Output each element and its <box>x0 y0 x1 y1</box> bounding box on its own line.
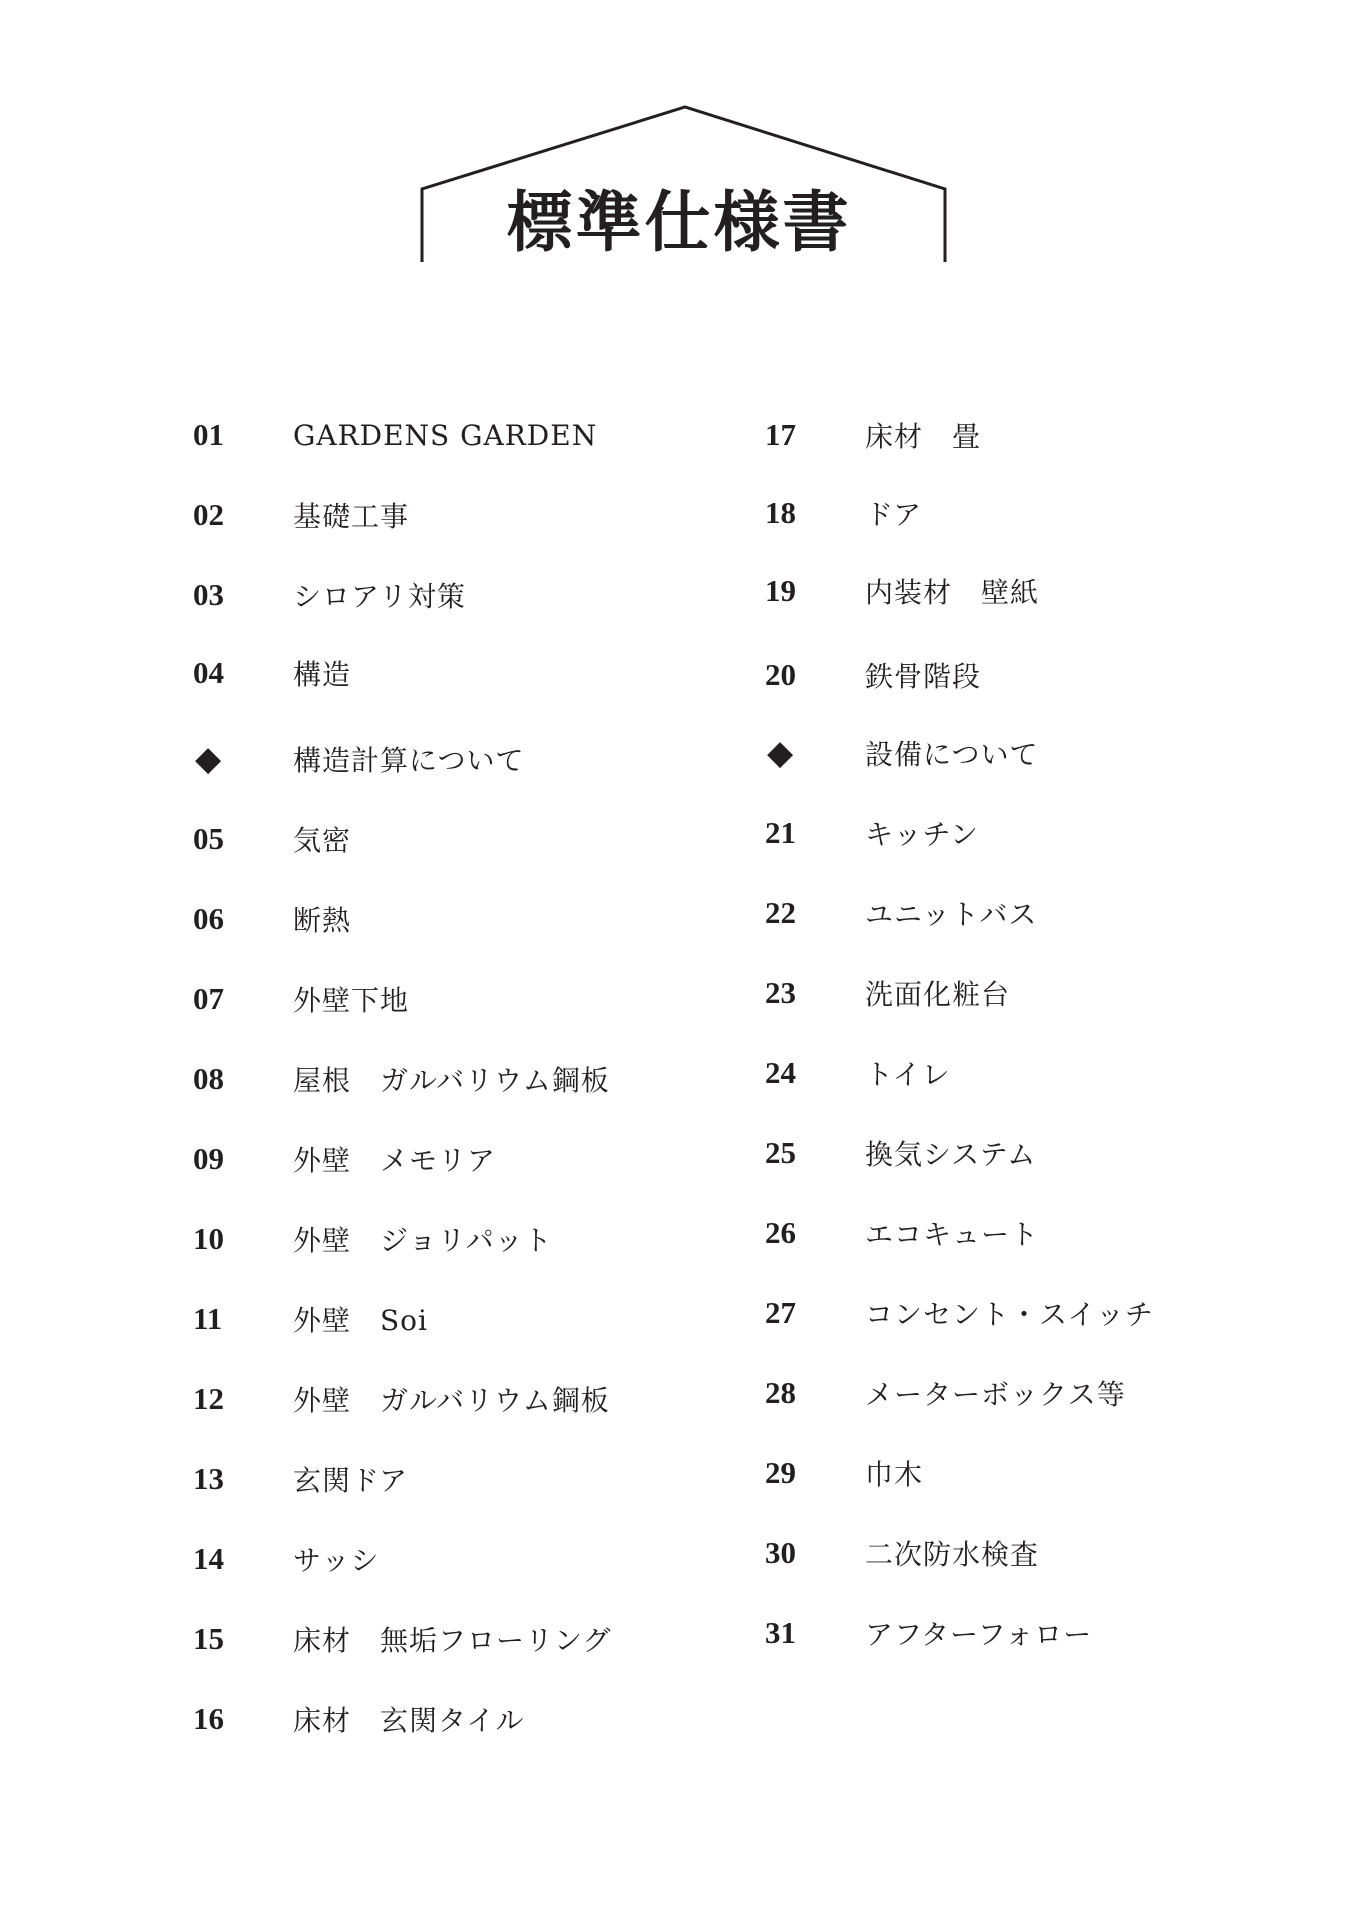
toc-item-number: 14 <box>193 1541 224 1576</box>
toc-item-label: エコキュート <box>865 1218 1040 1251</box>
toc-item-label: サッシ <box>293 1544 380 1577</box>
toc-item-number: 30 <box>765 1535 796 1570</box>
toc-item <box>765 1448 923 1498</box>
toc-item <box>765 650 981 700</box>
toc-item-number: 24 <box>765 1055 796 1090</box>
toc-item-label: 外壁 Soi <box>293 1304 428 1337</box>
toc-item-label: シロアリ対策 <box>293 580 466 613</box>
toc-item-number: 16 <box>193 1701 224 1736</box>
toc-item <box>765 1208 1039 1258</box>
toc-item <box>193 734 524 784</box>
toc-item-label: 構造 <box>293 658 352 691</box>
toc-item-label: 設備について <box>865 738 1039 771</box>
toc-item-label: 玄関ドア <box>293 1464 409 1497</box>
toc-item-label: 換気システム <box>865 1138 1037 1171</box>
toc-item-number: 27 <box>765 1295 796 1330</box>
toc-item-label: 床材 玄関タイル <box>293 1704 525 1737</box>
toc-item-label: メーターボックス等 <box>865 1378 1126 1411</box>
toc-item-number: 06 <box>193 901 224 936</box>
toc-item-label: コンセント・スイッチ <box>865 1298 1154 1331</box>
toc-item-number: 09 <box>193 1141 224 1176</box>
toc-item-label: 鉄骨階段 <box>865 660 982 693</box>
toc-item <box>765 566 1039 616</box>
toc-item-label: 巾木 <box>865 1458 924 1491</box>
toc-item-number: 05 <box>193 821 224 856</box>
toc-item <box>193 1054 610 1104</box>
toc-item-number: 31 <box>765 1615 796 1650</box>
toc-item-label: 二次防水検査 <box>865 1538 1040 1571</box>
toc-item-label: 外壁 メモリア <box>293 1144 497 1177</box>
toc-item-number: 04 <box>193 655 224 690</box>
toc-item-number: 20 <box>765 657 796 692</box>
toc-item-number: 08 <box>193 1061 224 1096</box>
toc-item-number: 28 <box>765 1375 796 1410</box>
toc-item-label: 気密 <box>293 824 352 857</box>
toc-item-number: 07 <box>193 981 224 1016</box>
toc-item-label: 外壁 ガルバリウム鋼板 <box>293 1384 610 1417</box>
toc-item <box>765 808 979 858</box>
toc-item-label: 洗面化粧台 <box>865 978 1011 1011</box>
diamond-bullet-icon: ◆ <box>767 735 794 772</box>
toc-item-number: 19 <box>765 573 796 608</box>
toc-item <box>193 1534 379 1584</box>
toc-item-number: 21 <box>765 815 796 850</box>
toc-item-number: 10 <box>193 1221 224 1256</box>
toc-item-label: ドア <box>865 498 923 531</box>
toc-item <box>193 1614 611 1664</box>
toc-item-label: アフターフォロー <box>865 1618 1093 1651</box>
toc-item <box>193 1294 428 1344</box>
toc-item-number: 22 <box>765 895 796 930</box>
toc-item <box>193 894 351 944</box>
toc-item-label: キッチン <box>865 818 980 851</box>
toc-item <box>193 1454 408 1504</box>
toc-item-label: 屋根 ガルバリウム鋼板 <box>293 1064 610 1097</box>
toc-item-number: 29 <box>765 1455 796 1490</box>
toc-item <box>193 570 466 620</box>
toc-item-number: 12 <box>193 1381 224 1416</box>
toc-item <box>193 1214 553 1264</box>
toc-item <box>193 1134 496 1184</box>
toc-item-label: 外壁 ジョリパット <box>293 1224 553 1257</box>
toc-item-label: GARDENS GARDEN <box>293 418 598 452</box>
toc-item <box>765 1128 1036 1178</box>
toc-item <box>193 974 409 1024</box>
toc-item-number: 23 <box>765 975 796 1010</box>
toc-item <box>765 728 1038 778</box>
toc-item <box>193 490 409 540</box>
toc-item <box>765 1048 951 1098</box>
toc-item-label: 断熱 <box>293 904 352 937</box>
toc-item-label: 構造計算について <box>293 744 525 777</box>
toc-item-number: 02 <box>193 497 224 532</box>
toc-item-number: 01 <box>193 417 224 452</box>
toc-item-label: トイレ <box>865 1058 951 1091</box>
toc-item-label: 床材 畳 <box>865 420 982 453</box>
toc-item-number: 18 <box>765 495 796 530</box>
toc-item-number: 11 <box>193 1301 223 1336</box>
toc-item-label: 床材 無垢フローリング <box>293 1624 612 1657</box>
diamond-bullet-icon: ◆ <box>195 741 222 778</box>
toc-item-number: 26 <box>765 1215 796 1250</box>
toc-item <box>193 410 597 460</box>
toc-item <box>193 814 351 864</box>
toc-item-number: 15 <box>193 1621 224 1656</box>
toc-item-number: 17 <box>765 417 796 452</box>
toc-item <box>765 1288 1154 1338</box>
toc-item-number: 25 <box>765 1135 796 1170</box>
toc-item-number: 13 <box>193 1461 224 1496</box>
toc-item <box>765 488 922 538</box>
toc-item <box>765 888 1037 938</box>
toc-item-label: ユニットバス <box>865 898 1038 931</box>
toc-item <box>193 648 351 698</box>
toc-item <box>193 1694 524 1744</box>
toc-item <box>765 1608 1092 1658</box>
page-title: 標準仕様書 <box>506 183 852 261</box>
toc-item <box>193 1374 610 1424</box>
toc-item-number: 03 <box>193 577 224 612</box>
toc-item-label: 内装材 壁紙 <box>865 576 1040 609</box>
toc-item <box>765 1368 1126 1418</box>
toc-item <box>765 410 981 460</box>
toc-item-label: 外壁下地 <box>293 984 410 1017</box>
toc-item <box>765 968 1010 1018</box>
toc-item-label: 基礎工事 <box>293 500 410 533</box>
toc-item <box>765 1528 1039 1578</box>
